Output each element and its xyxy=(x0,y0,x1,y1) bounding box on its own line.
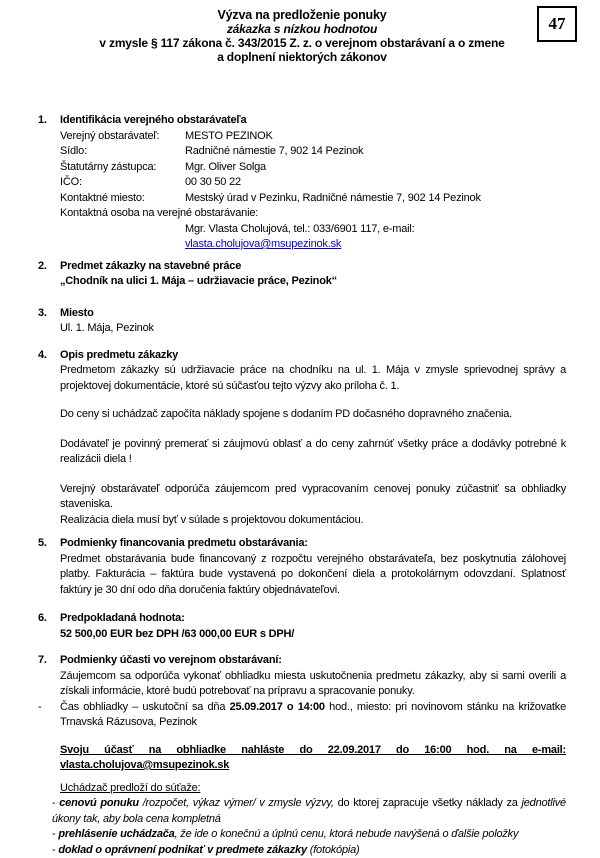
page-number-box xyxy=(537,6,577,42)
document-header xyxy=(38,8,566,64)
contact-person-line: Mgr. Vlasta Cholujová, tel.: 033/6901 117, e-mail: xyxy=(185,222,566,238)
section-number: 4. xyxy=(38,348,60,529)
contract-subject: „Chodník na ulici 1. Mája – udržiavacie práce, Pezinok“ xyxy=(60,274,566,290)
kv-value: Radničné námestie 7, 902 14 Pezinok xyxy=(185,144,566,160)
kv-row xyxy=(60,144,566,160)
place-text: Ul. 1. Mája, Pezinok xyxy=(60,321,566,337)
item-italic-text: /rozpočet, výkaz výmer/ v zmysle výzvy, xyxy=(139,797,334,809)
document-title: Výzva na predloženie ponuky xyxy=(38,8,566,22)
item-italic-text: jednotlivé úkony tak, aby bola cena kompletná xyxy=(52,797,566,825)
estimated-value: 52 500,00 EUR bez DPH /63 000,00 EUR s DPH/ xyxy=(60,627,566,643)
kv-label: Kontaktné miesto: xyxy=(60,191,185,207)
item-dash: - xyxy=(52,828,58,840)
document-subtitle: zákazka s nízkou hodnotou xyxy=(38,22,566,36)
section-heading: Podmienky účasti vo verejnom obstarávaní: xyxy=(60,653,566,669)
submit-heading: Uchádzač predloží do súťaže: xyxy=(60,781,566,797)
section-number: 3. xyxy=(38,306,60,337)
paragraph: Predmet obstarávania bude financovaný z rozpočtu verejného obstarávateľa, bez poskytnutia zálohovej platby. Fakturácia – faktúra bude vystavená po dokončení diela a protokolárnym odovzdaní. Splatnosť faktúry je 30 dní odo dňa doručenia faktúry objednávateľovi. xyxy=(60,552,566,599)
section-participation xyxy=(38,653,566,700)
section-heading: Podmienky financovania predmetu obstarávania: xyxy=(60,536,566,552)
kv-row xyxy=(60,160,566,176)
section-subject xyxy=(38,259,566,290)
submit-item-declaration xyxy=(52,827,566,843)
paragraph: Záujemcom sa odporúča vykonať obhliadku miesta uskutočnenia predmetu zákazky, aby si sami overili a získali informácie, ktoré budú potrebovať na prípravu a spracovanie ponuky. xyxy=(60,669,566,700)
paragraph: Realizácia diela musí byť v súlade s projektovou dokumentáciou. xyxy=(60,513,566,529)
law-reference-line1: v zmysle § 117 zákona č. 343/2015 Z. z. o verejnom obstarávaní a o zmene xyxy=(38,36,566,50)
section-heading: Identifikácia verejného obstarávateľa xyxy=(60,113,566,129)
page-number: 47 xyxy=(549,16,566,32)
kv-label: IČO: xyxy=(60,175,185,191)
visit-announcement-line1: Svoju účasť na obhliadke nahláste do 22.09.2017 do 16:00 hod. na e-mail: xyxy=(60,743,566,759)
kv-value: Mgr. Oliver Solga xyxy=(185,160,566,176)
site-visit-text xyxy=(60,700,566,731)
item-italic-text: (fotokópia) xyxy=(307,844,360,856)
visit-announcement xyxy=(60,743,566,774)
announce-block-row xyxy=(38,731,566,858)
item-bold-text: cenovú ponuku xyxy=(59,797,139,809)
submit-items-list xyxy=(52,796,566,858)
submit-item-price-offer xyxy=(52,796,566,827)
site-visit-bullet xyxy=(38,700,566,731)
item-bold-text: doklad o oprávnení podnikať v predmete zákazky xyxy=(58,844,307,856)
section-heading: Predmet zákazky na stavebné práce xyxy=(60,259,566,275)
section-estimated-value xyxy=(38,611,566,642)
section-number: 2. xyxy=(38,259,60,290)
section-number: 1. xyxy=(38,113,60,253)
kv-value: MESTO PEZINOK xyxy=(185,129,566,145)
section-number: 6. xyxy=(38,611,60,642)
kv-label: Štatutárny zástupca: xyxy=(60,160,185,176)
section-heading: Miesto xyxy=(60,306,566,322)
submit-item-business-license xyxy=(52,843,566,858)
kv-value: 00 30 50 22 xyxy=(185,175,566,191)
kv-row xyxy=(60,175,566,191)
kv-label: Sídlo: xyxy=(60,144,185,160)
section-number: 5. xyxy=(38,536,60,598)
item-dash: - xyxy=(52,797,59,809)
kv-label: Verejný obstarávateľ: xyxy=(60,129,185,145)
site-visit-post: hod., miesto: pri novinovom stánku na križovatke Trnavská Rázusova, Pezinok xyxy=(60,701,566,729)
visit-announcement-email: vlasta.cholujova@msupezinok.sk xyxy=(60,758,566,774)
site-visit-datetime: 25.09.2017 o 14:00 xyxy=(230,701,325,713)
contact-email-link[interactable]: vlasta.cholujova@msupezinok.sk xyxy=(185,238,341,250)
kv-row xyxy=(60,191,566,207)
kv-row xyxy=(60,129,566,145)
item-italic-text: , že ide o konečnú a úplnú cenu, ktorá nebude navýšená o ďalšie položky xyxy=(175,828,519,840)
paragraph: Predmetom zákazky sú udržiavacie práce na chodníku na ul. 1. Mája v zmysle sprievodnej správy a projektovej dokumentácie, ktoré sú súčasťou tejto výzvy ako príloha č. 1. xyxy=(60,363,566,394)
section-place xyxy=(38,306,566,337)
section-number: 7. xyxy=(38,653,60,700)
paragraph: Verejný obstarávateľ odporúča záujemcom pred vypracovaním cenovej ponuky zúčastniť sa obhliadky staveniska. xyxy=(60,482,566,513)
kv-value: Mestský úrad v Pezinku, Radničné námestie 7, 902 14 Pezinok xyxy=(185,191,566,207)
item-dash: - xyxy=(52,844,58,856)
section-heading: Predpokladaná hodnota: xyxy=(60,611,566,627)
section-description xyxy=(38,348,566,529)
paragraph: Dodávateľ je povinný premerať si záujmovú oblasť a do ceny zahrnúť všetky práce a dodávky potrebné k realizácii diela ! xyxy=(60,437,566,468)
paragraph: Do ceny si uchádzač započíta náklady spojene s dodaním PD dočasného dopravného značenia. xyxy=(60,407,566,423)
item-bold-text: prehlásenie uchádzača xyxy=(58,828,174,840)
item-plain-text: do ktorej zapracuje všetky náklady za xyxy=(334,797,522,809)
law-reference-line2: a doplnení niektorých zákonov xyxy=(38,50,566,64)
section-financing xyxy=(38,536,566,598)
section-heading: Opis predmetu zákazky xyxy=(60,348,566,364)
section-identification xyxy=(38,113,566,253)
bullet-dash: - xyxy=(38,700,60,731)
contact-person-label: Kontaktná osoba na verejné obstarávanie: xyxy=(60,206,566,222)
site-visit-pre: Čas obhliadky – uskutoční sa dňa xyxy=(60,701,230,713)
